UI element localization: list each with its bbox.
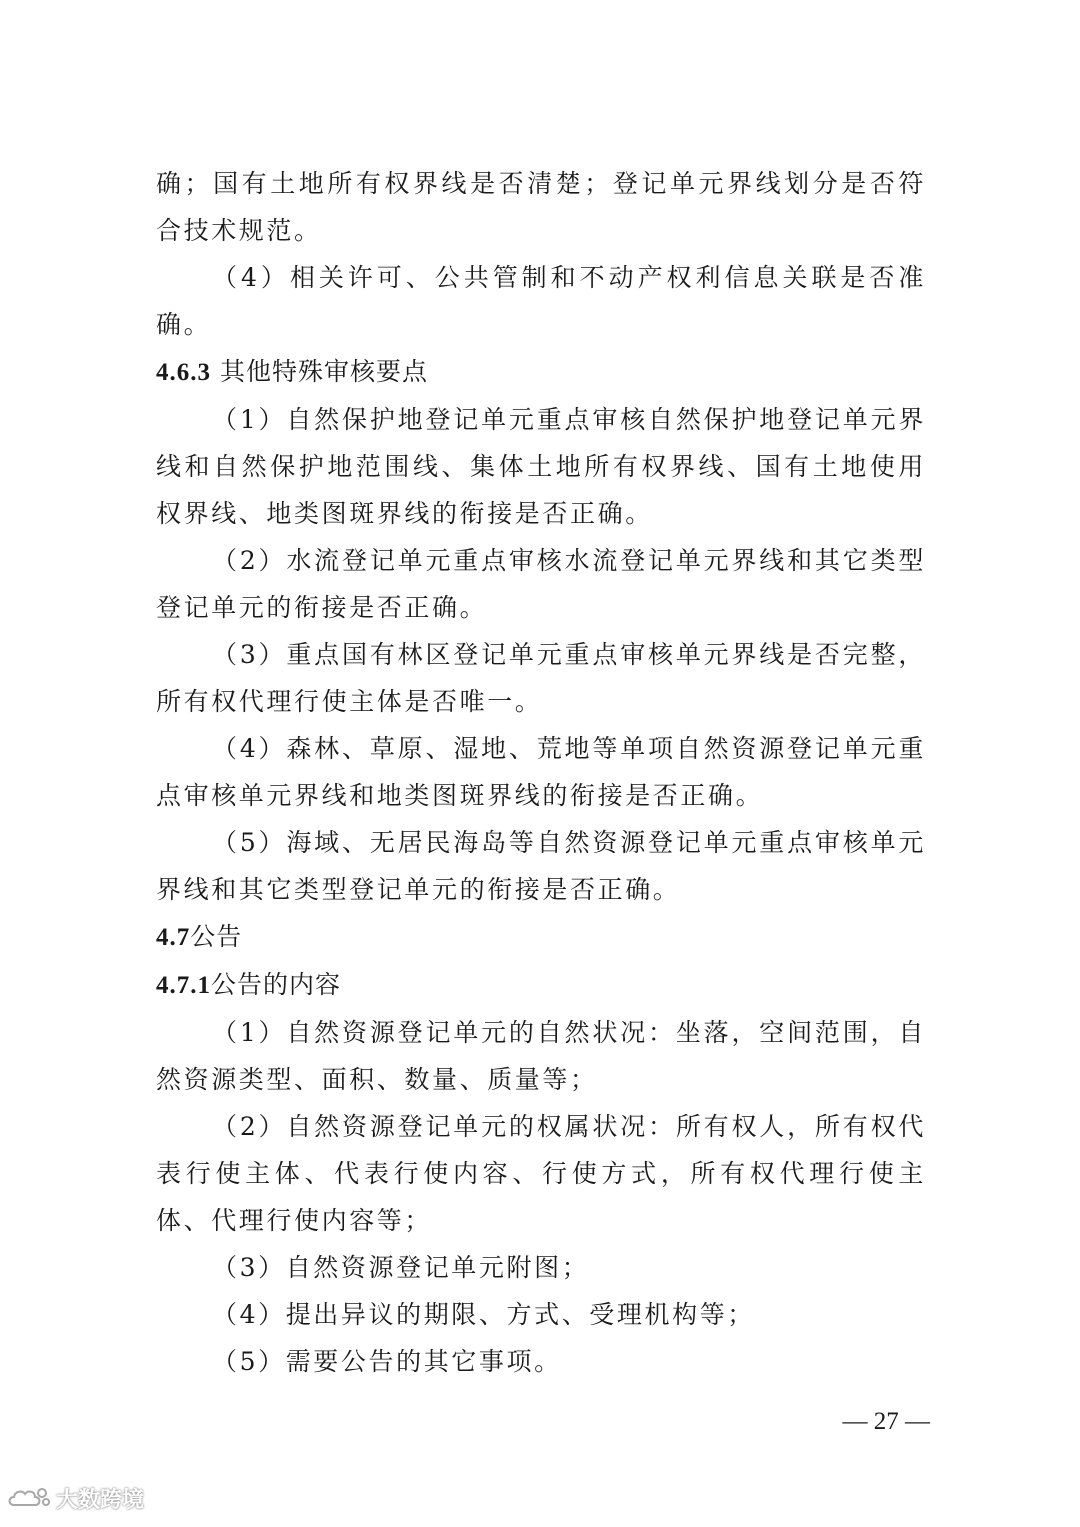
cloud-logo-icon: [6, 1485, 50, 1511]
watermark: [6, 1478, 144, 1518]
section-heading-4-7-1: [156, 961, 926, 1009]
watermark-text: 大数跨境: [56, 1487, 145, 1513]
paragraph-item-4b: （4）森林、草原、湿地、荒地等单项自然资源登记单元重点审核单元界线和地类图斑界线的衔接是否正确。: [156, 734, 926, 810]
paragraph-item-2: （2）水流登记单元重点审核水流登记单元界线和其它类型登记单元的衔接是否正确。: [156, 546, 926, 622]
paragraph-continued: 确；国有土地所有权界线是否清楚；登记单元界线划分是否符合技术规范。: [156, 169, 926, 245]
notice-item-3: （3）自然资源登记单元附图；: [212, 1253, 590, 1282]
page-number: — 27 —: [842, 1408, 930, 1435]
section-heading-4-7: [156, 913, 926, 961]
section-title: 其他特殊审核要点: [219, 357, 428, 386]
notice-item-4: （4）提出异议的期限、方式、受理机构等；: [212, 1300, 755, 1329]
section-heading-4-6-3: [156, 348, 926, 396]
section-title: 公告: [190, 922, 243, 951]
section-number: 4.7: [156, 924, 191, 951]
paragraph-item-1: （1）自然保护地登记单元重点审核自然保护地登记单元界线和自然保护地范围线、集体土地所有权界线、国有土地使用权界线、地类图斑界线的衔接是否正确。: [156, 405, 926, 528]
section-title: 公告的内容: [211, 970, 342, 999]
paragraph-item-3: （3）重点国有林区登记单元重点审核单元界线是否完整，所有权代理行使主体是否唯一。: [156, 640, 926, 716]
notice-item-5: （5）需要公告的其它事项。: [212, 1347, 562, 1376]
paragraph-item-4: （4）相关许可、公共管制和不动产权利信息关联是否准确。: [156, 263, 926, 339]
paragraph-item-5: （5）海域、无居民海岛等自然资源登记单元重点审核单元界线和其它类型登记单元的衔接是否正确。: [156, 828, 926, 904]
notice-item-2: （2）自然资源登记单元的权属状况：所有权人，所有权代表行使主体、代表行使内容、行使方式，所有权代理行使主体、代理行使内容等；: [156, 1112, 926, 1235]
notice-item-1: （1）自然资源登记单元的自然状况：坐落，空间范围，自然资源类型、面积、数量、质量等；: [156, 1018, 926, 1094]
section-number: 4.7.1: [156, 972, 211, 999]
section-number: 4.6.3: [156, 359, 211, 386]
page-body: [156, 160, 926, 1385]
